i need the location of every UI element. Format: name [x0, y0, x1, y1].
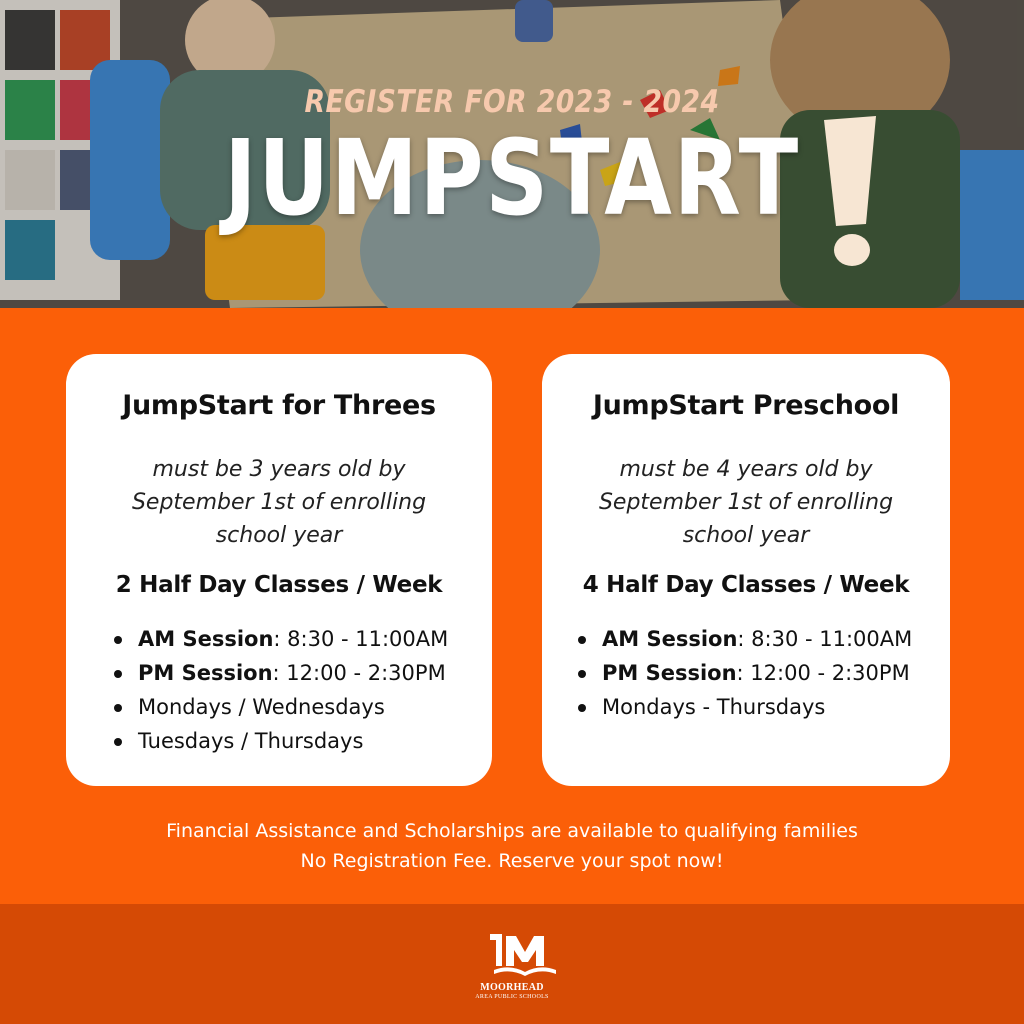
age-requirement: must be 3 years old by September 1st of enrolling school year [131, 457, 427, 548]
session-label: PM Session [138, 661, 273, 685]
session-label: AM Session [138, 627, 274, 651]
session-time: : 12:00 - 2:30PM [272, 661, 446, 685]
list-item [114, 656, 492, 690]
bullet-icon [578, 704, 586, 712]
card-title: JumpStart for Threes [122, 390, 436, 421]
session-days: Mondays - Thursdays [602, 695, 826, 719]
card-title: JumpStart Preschool [592, 390, 900, 421]
session-time: : 8:30 - 11:00AM [737, 627, 913, 651]
session-list [542, 622, 950, 724]
hero-photo-banner [0, 0, 1024, 308]
class-frequency: 2 Half Day Classes / Week [115, 572, 443, 598]
info-notes [0, 816, 1024, 876]
bullet-icon [114, 636, 122, 644]
bullet-icon [114, 738, 122, 746]
session-list [66, 622, 492, 758]
exclamation-icon [818, 112, 880, 272]
list-item [114, 690, 492, 724]
session-days: Mondays / Wednesdays [138, 695, 385, 719]
program-card-preschool [542, 354, 950, 786]
bullet-icon [114, 704, 122, 712]
financial-assistance-note: Financial Assistance and Scholarships are available to qualifying families [166, 820, 858, 842]
session-time: : 12:00 - 2:30PM [736, 661, 910, 685]
hero-title: JUMPSTART [224, 117, 800, 239]
class-frequency: 4 Half Day Classes / Week [582, 572, 910, 598]
session-time: : 8:30 - 11:00AM [273, 627, 449, 651]
bullet-icon [578, 636, 586, 644]
logo-subtitle: AREA PUBLIC SCHOOLS [475, 994, 549, 1000]
bullet-icon [578, 670, 586, 678]
list-item [578, 656, 950, 690]
list-item [578, 690, 950, 724]
registration-fee-note: No Registration Fee. Reserve your spot now! [300, 850, 724, 872]
age-requirement: must be 4 years old by September 1st of enrolling school year [598, 457, 894, 548]
list-item [114, 724, 492, 758]
list-item [578, 622, 950, 656]
session-label: PM Session [602, 661, 737, 685]
session-label: AM Session [602, 627, 738, 651]
list-item [114, 622, 492, 656]
session-days: Tuesdays / Thursdays [138, 729, 364, 753]
bullet-icon [114, 670, 122, 678]
program-card-threes [66, 354, 492, 786]
logo-wordmark: MOORHEAD [480, 982, 544, 993]
hero-subtitle: REGISTER FOR 2023 - 2024 [304, 84, 720, 120]
